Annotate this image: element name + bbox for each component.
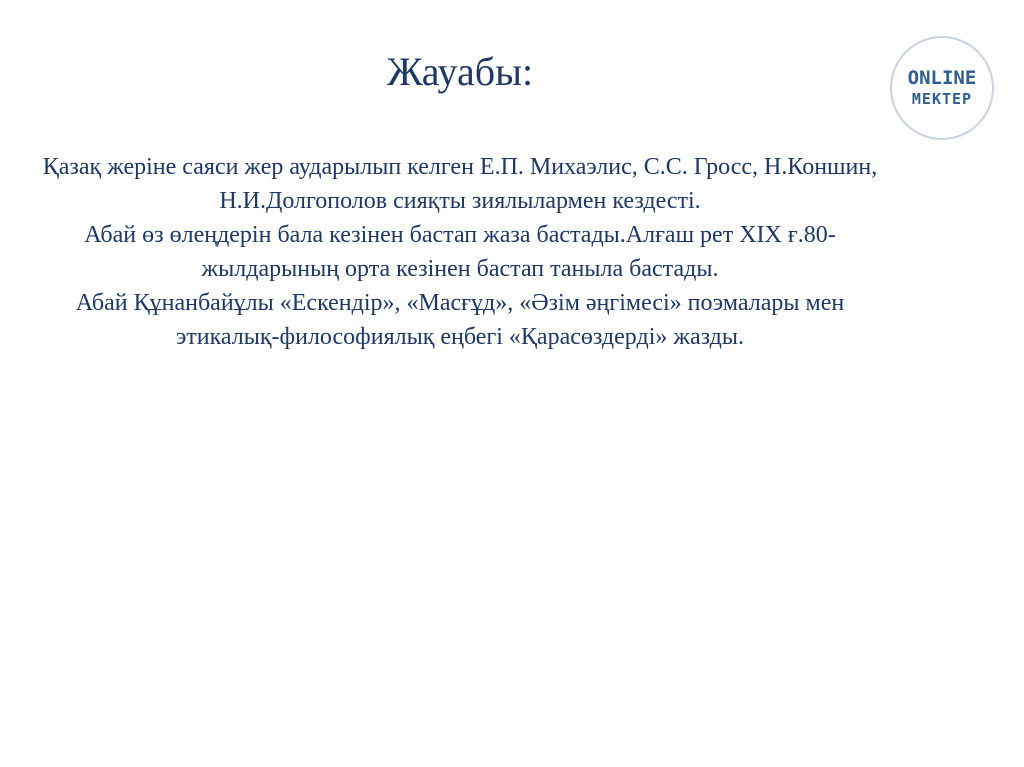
paragraph-1: Қазақ жеріне саяси жер аударылып келген Е.П. Михаэлис, С.С. Гросс, Н.Коншин, Н.И.Долгополов сияқты зиялылармен кездесті. [42,154,878,214]
paragraph-2: Абай өз өлеңдерін бала кезінен бастап жаза бастады.Алғаш рет XIX ғ.80-жылдарының орта кезінен бастап таныла бастады. [84,222,836,282]
answer-text [40,150,880,354]
logo-text-online: ONLINE [907,67,977,89]
logo-text-mektep: MEKTEP [911,90,973,108]
online-mektep-logo [890,36,994,140]
slide-title: Жауабы: [386,49,534,94]
paragraph-3: Абай Құнанбайұлы «Ескендір», «Масғұд», «Әзім әңгімесі» поэмалары мен этикалық-философиялық еңбегі «Қарасөздерді» жазды. [75,290,845,350]
